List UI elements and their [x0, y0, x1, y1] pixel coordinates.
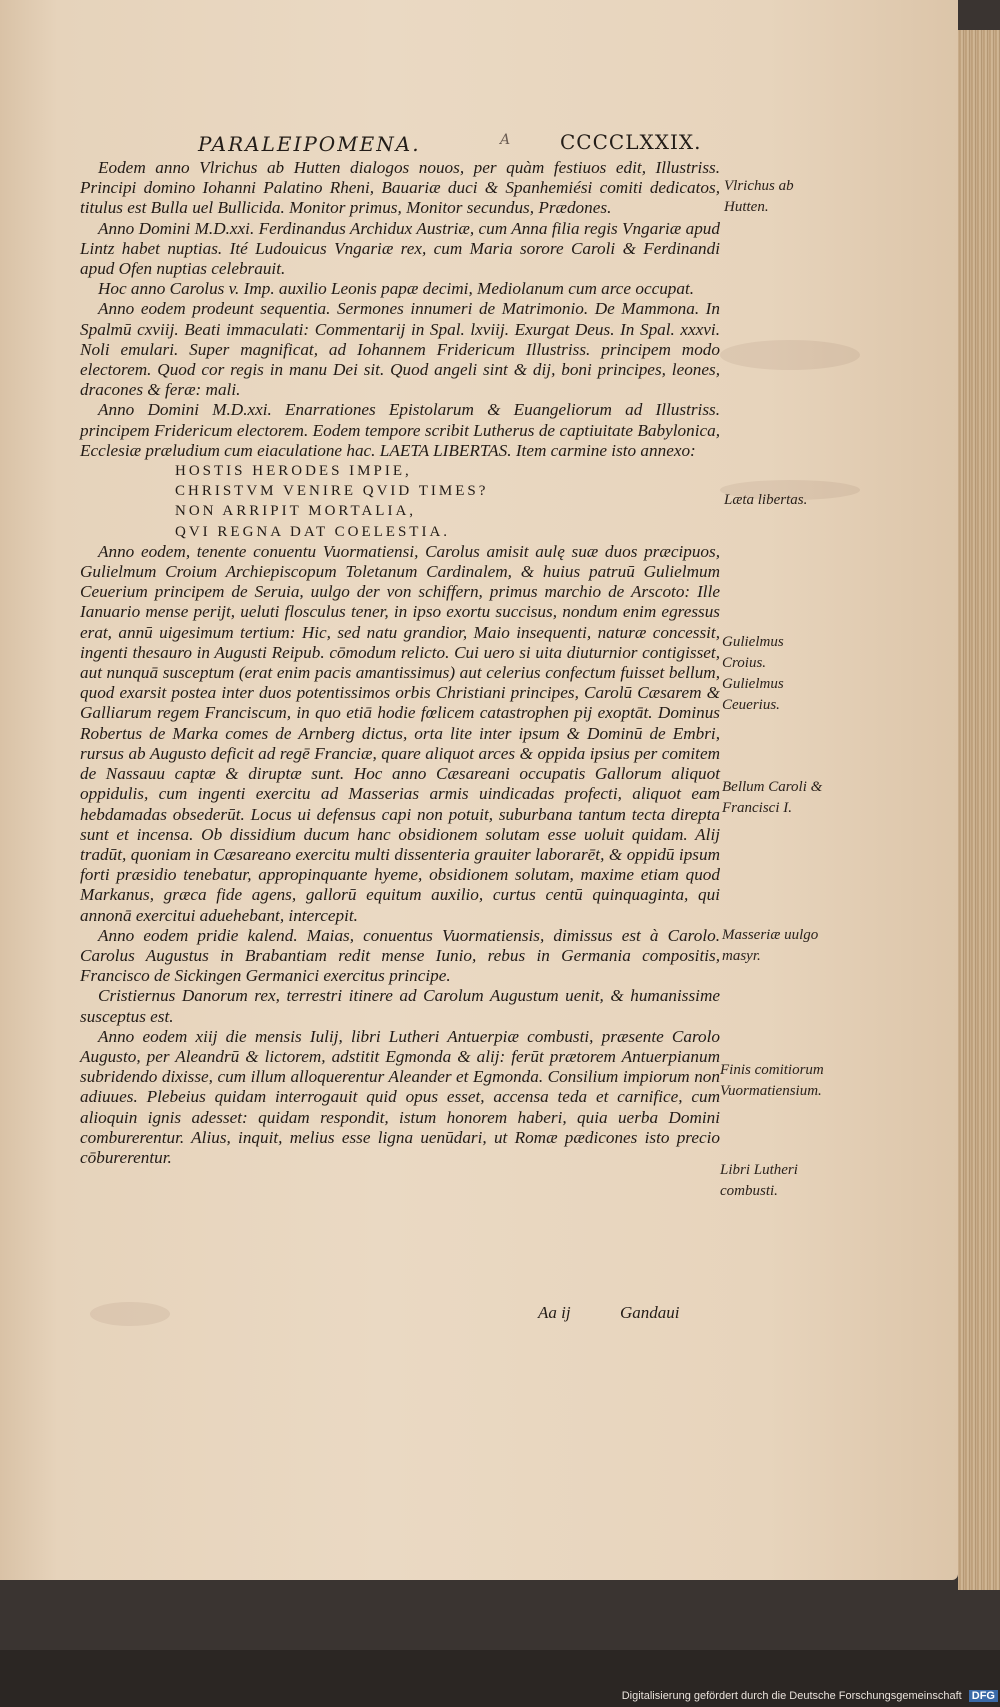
- running-head: PARALEIPOMENA.: [198, 132, 421, 156]
- paragraph: Anno eodem xiij die mensis Iulij, libri Lutheri Antuerpiæ combusti, præsente Carolo Augusto, per Aleandrū & lictorem, adstitit Egmonda & alij: ferūt prætorem Antuerpianum subridendo dixisse, cum illum alloquerentur Aleander et Egmonda. Consilium impiorum non adiuues. Plebeius quidam interrogauit quid opus esset, accensa teda et carnifice, cum alioquin ignis adesset: quidam respondit, istum honorem haberi, quia uerba Domini comburerentur. Alius, inquit, melius esse ligna uenūdari, ut Romæ pædicones isto precio cōburerentur.: [80, 1026, 720, 1167]
- credit-text: Digitalisierung gefördert durch die Deutsche Forschungsgemeinschaft: [621, 1690, 962, 1702]
- paragraph: Cristiernus Danorum rex, terrestri itinere ad Carolum Augustum uenit, & humanissime susceptus est.: [80, 986, 720, 1026]
- marginal-note: Masseriæ uulgo masyr.: [722, 927, 819, 964]
- marginal-note: Finis comitiorum Vuormatiensium.: [720, 1062, 824, 1099]
- marginal-note: Bellum Caroli & Francisci I.: [722, 779, 823, 816]
- digitization-credit: [0, 1690, 1000, 1702]
- folio-number: CCCCLXXIX.: [560, 130, 702, 154]
- signature-mark: Aa ij: [538, 1303, 571, 1322]
- catchword: Gandaui: [620, 1303, 680, 1322]
- verse-line: NON ARRIPIT MORTALIA,: [175, 503, 417, 520]
- paragraph: Anno Domini M.D.xxi. Enarrationes Epistolarum & Euangeliorum ad Illustriss. principem Fridericum electorem. Eodem tempore scribit Lutherus de captiuitate Babylonica, Ecclesiæ præludium cum eiaculatione hac. LAETA LIBERTAS. Item carmine isto annexo:: [80, 400, 720, 460]
- header-mark: A: [500, 132, 513, 148]
- paragraph: Anno eodem prodeunt sequentia. Sermones innumeri de Matrimonio. De Mammona. In Spalmū cxviij. Beati immaculati: Commentarij in Spal. lxviij. Exurgat Deus. In Spal. xxxvi. Noli emulari. Super magnificat, ad Iohannem Fridericum Illustriss. principem modo electorem. Quod cor regis in manu Dei sit. Quod angeli sint & dij, boni principes, leones, dracones & feræ: mali.: [80, 299, 720, 400]
- verse-line: QVI REGNA DAT COELESTIA.: [175, 523, 451, 540]
- verse-line: HOSTIS HERODES IMPIE,: [175, 463, 412, 480]
- verse-line: CHRISTVM VENIRE QVID TIMES?: [175, 483, 489, 500]
- marginal-note: Vlrichus ab Hutten.: [724, 178, 794, 215]
- marginal-note: Libri Lutheri combusti.: [720, 1162, 798, 1199]
- paragraph: Eodem anno Vlrichus ab Hutten dialogos nouos, per quàm festiuos edit, Illustriss. Principi domino Iohanni Palatino Rheni, Bauariæ duci & Spanhemiési comiti dedicatos, titulus est Bulla uel Bullicida. Monitor primus, Monitor secundus, Prædones.: [80, 158, 720, 218]
- paragraph: Anno eodem pridie kalend. Maias, conuentus Vuormatiensis, dimissus est à Carolo. Carolus Augustus in Brabantiam redit mense Iunio, rebus in Germania compositis, Francisco de Sickingen Germanici exercitus principe.: [80, 925, 720, 986]
- paragraph: Anno eodem, tenente conuentu Vuormatiensi, Carolus amisit aulę suæ duos præcipuos, Gulielmum Croium Archiepiscopum Toletanum Cardinalem, & huius patruū Gulielmum Ceuerium principem de Seruia, uulgo der von schiffern, primus marchio de Arscoto: Ille Ianuario mense perijt, ueluti flosculus tener, in ipso exortu succisus, nondum enim egressus erat, annū uigesimum tertium: Hic, sed natu grandior, Maio insequenti, naturæ concessit, ingenti thesauro in Augusti Reipub. cōmodum relicto. Cui uero si uita diuturnior contigisset, aut nunquā susceptum (erat enim pacis amantissimus) aut celerius confectum fuisset bellum, quod exarsit postea inter duos potentissimos orbis Christiani principes, Carolū Cæsarem & Galliarum regem Franciscum, in quo etiā hodie fœlicem catastrophen pij exoptāt. Dominus Robertus de Marka comes de Arnberg dictus, orta lite inter ipsum & Dominū de Embri, rursus ab Augusto deficit ad regē Franciæ, quare aliquot arces & oppida ipsius per comitem de Nassauu captæ & diruptæ sunt. Hoc anno Cæsareani occupatis Gallorum aliquot oppidulis, cum ingenti exercitu ad Masserias armis uindicadas profecti, aliquot eam hebdamadas obsederūt. Locus ui defensus capi non potuit, suburbana tantum tecta direpta sunt et incensa. Ob dissidium ducum hanc obsidionem solutam esse uoluit quidam. Alij tradūt, quoniam in Cæsareano exercitu multi dissenteria grauiter laborarēt, & oppidū ipsum forti præsidio tenebatur, appropinquante hyeme, obsidionem solutam, maxime etiam quod Markanus, græca fide agens, gallorū equitum auxilio, curtus centū quinquaginta, qui annonā exercitui aduehebant, intercepit.: [80, 541, 720, 925]
- paragraph: Hoc anno Carolus v. Imp. auxilio Leonis papæ decimi, Mediolanum cum arce occupat.: [98, 279, 695, 299]
- marginal-note: Læta libertas.: [724, 492, 808, 508]
- page-header: [0, 128, 958, 158]
- main-text: [80, 158, 720, 1318]
- dfg-logo-icon: DFG: [969, 1690, 998, 1702]
- page-edges: [958, 30, 1000, 1590]
- ink-bleed: [720, 340, 860, 370]
- paragraph: Anno Domini M.D.xxi. Ferdinandus Archidux Austriæ, cum Anna filia regis Vngariæ apud Lintz habet nuptias. Ité Ludouicus Vngariæ rex, cum Maria sorore Caroli & Ferdinandi apud Ofen nuptias celebrauit.: [80, 218, 720, 279]
- marginal-note: Gulielmus Croius. Gulielmus Ceuerius.: [722, 634, 784, 713]
